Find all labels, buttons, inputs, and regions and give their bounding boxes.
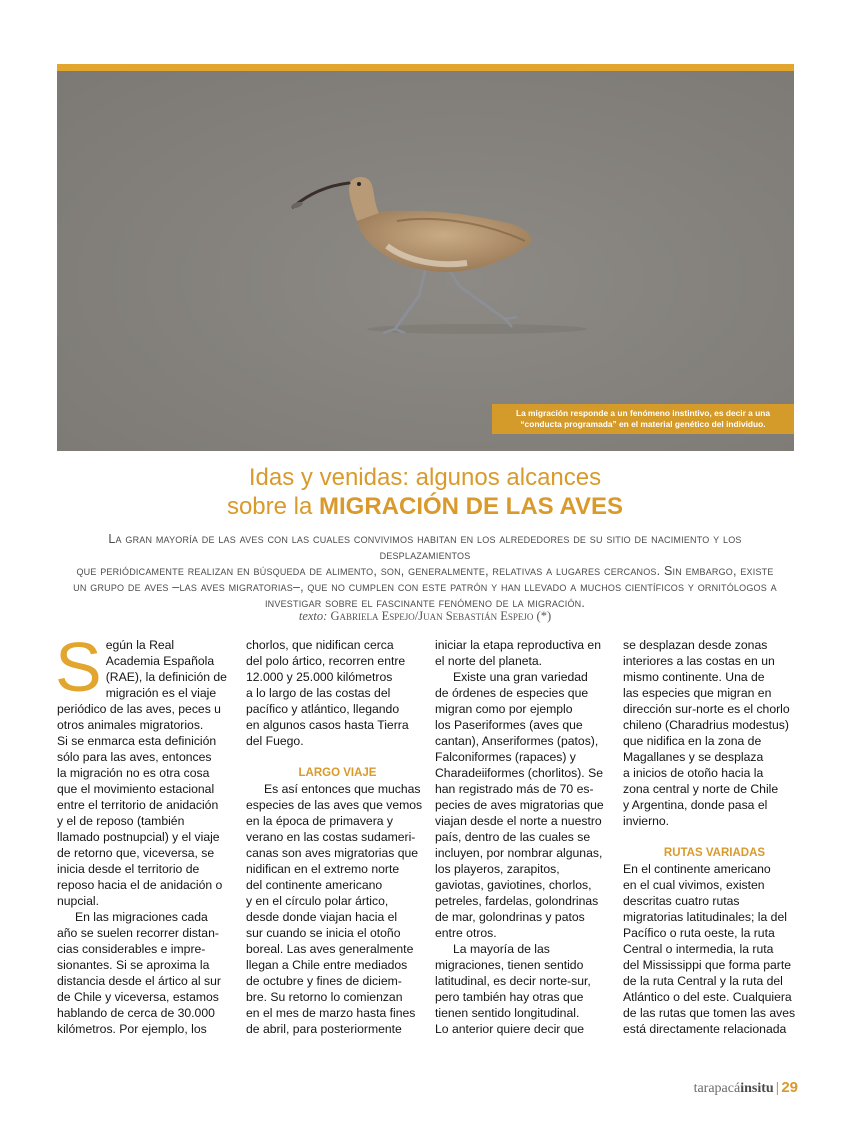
- text-line: llegan a Chile entre mediados: [246, 958, 408, 972]
- intro-line: un grupo de aves –las aves migratorias–, que no cumplen con este patrón y han llevado a muchos científicos y ornitólogos a: [73, 580, 777, 594]
- text-line: En las migraciones cada: [75, 910, 208, 924]
- article-title-line-1: Idas y venidas: algunos alcances: [248, 464, 602, 491]
- text-line: y Argentina, donde pasa el: [623, 798, 768, 812]
- text-line: sur cuando se inicia el otoño: [246, 926, 401, 940]
- text-line: petreles, fardelas, golondrinas: [435, 894, 599, 908]
- whimbrel-illustration: [57, 71, 794, 451]
- text-line: Es así entonces que muchas: [264, 782, 421, 796]
- text-line: a inicios de otoño hacia la: [623, 766, 764, 780]
- text-line: migraciones, tienen sentido: [435, 958, 584, 972]
- text-line: mismo continente. Una de: [623, 670, 765, 684]
- text-line: bre. Su retorno lo comienzan: [246, 990, 403, 1004]
- text-line: descritas cuatro rutas: [623, 894, 740, 908]
- text-line: Pacífico o ruta oeste, la ruta: [623, 926, 775, 940]
- column-lines: [623, 637, 806, 829]
- text-line: de abril, para posteriormente: [246, 1022, 402, 1036]
- text-line: pacífico y atlántico, llegando: [246, 702, 400, 716]
- text-line: los Paseriformes (aves que: [435, 718, 583, 732]
- text-line: kilómetros. Por ejemplo, los: [57, 1022, 207, 1036]
- text-line: invierno.: [623, 814, 670, 828]
- text-line: de mar, golondrinas y patos: [435, 910, 585, 924]
- text-line: en el mes de marzo hasta fines: [246, 1006, 416, 1020]
- text-line: viajan desde el norte a nuestro: [435, 814, 602, 828]
- text-line: dirección sur-norte es el chorlo: [623, 702, 790, 716]
- text-line: el norte del planeta.: [435, 654, 543, 668]
- text-line: se desplazan desde zonas: [623, 638, 768, 652]
- text-line: los playeros, zarapitos,: [435, 862, 560, 876]
- text-line: (RAE), la definición de: [105, 670, 227, 684]
- text-line: cantan), Anseriformes (patos),: [435, 734, 599, 748]
- text-line: del Mississippi que forma parte: [623, 958, 791, 972]
- top-accent-bar: [57, 64, 794, 71]
- section-heading-rutas-variadas: RUTAS VARIADAS: [663, 847, 766, 859]
- text-line: pecies de aves migratorias que: [435, 798, 604, 812]
- text-line: En el continente americano: [623, 862, 771, 876]
- text-line: migran como por ejemplo: [435, 702, 573, 716]
- text-line: zona central y norte de Chile: [623, 782, 779, 796]
- text-line: está directamente relacionada: [623, 1022, 787, 1036]
- text-line: canas son aves migratorias que: [246, 846, 419, 860]
- text-line: sólo para las aves, entonces: [57, 750, 212, 764]
- text-line: Magallanes y se desplaza: [623, 750, 764, 764]
- intro-line: que periódicamente realizan en búsqueda de alimento, son, generalmente, relativas a lugares cercanos. Sin embargo, existe: [76, 564, 774, 578]
- text-line: que el movimiento estacional: [57, 782, 215, 796]
- text-line: Academia Española: [105, 654, 215, 668]
- text-line: en algunos casos hasta Tierra: [246, 718, 409, 732]
- text-line: de octubre y fines de diciem-: [246, 974, 402, 988]
- author-credit: [0, 609, 850, 624]
- text-line: llamado postnupcial) y el viaje: [57, 830, 220, 844]
- text-line: Si se enmarca esta definición: [57, 734, 217, 748]
- text-line: reposo hacia el de anidación o: [57, 878, 223, 892]
- column-2: [246, 637, 429, 1037]
- text-line: año se suelen recorrer distan-: [57, 926, 219, 940]
- author-names: Gabriela Espejo/Juan Sebastián Espejo (*): [330, 609, 552, 623]
- text-line: entre el territorio de anidación: [57, 798, 219, 812]
- text-line: iniciar la etapa reproductiva en: [435, 638, 601, 652]
- drop-cap: S: [55, 628, 102, 706]
- text-line: boreal. Las aves generalmente: [246, 942, 414, 956]
- text-line: hablando de cerca de 30.000: [57, 1006, 215, 1020]
- column-lines: [623, 861, 806, 1037]
- footer-separator: |: [775, 1079, 780, 1095]
- page-footer: [0, 1079, 798, 1097]
- text-line: migratorias latitudinales; la del: [623, 910, 787, 924]
- text-line: Lo anterior quiere decir que: [435, 1022, 585, 1036]
- text-line: de Chile y viceversa, estamos: [57, 990, 219, 1004]
- column-1: [55, 628, 240, 1037]
- intro-line: investigar sobre el fascinante fenómeno de la migración.: [264, 596, 586, 610]
- magazine-brand: [694, 1081, 774, 1096]
- text-line: del continente americano: [246, 878, 383, 892]
- section-heading-largo-viaje: LARGO VIAJE: [298, 767, 377, 779]
- brand-part-bold: insitu: [740, 1081, 774, 1096]
- column-lines: [246, 781, 429, 1037]
- text-line: las especies que migran en: [623, 686, 772, 700]
- intro-line: La gran mayoría de las aves con las cuales convivimos habitan en los alrededores de su sitio de nacimiento y los desplazamientos: [108, 532, 742, 562]
- text-line: han registrado más de 70 es-: [435, 782, 594, 796]
- text-line: incluyen, por nombrar algunas,: [435, 846, 603, 860]
- column-3: [435, 637, 618, 1037]
- text-line: inicia desde el territorio de: [57, 862, 200, 876]
- text-line: desde donde viajan hacia el: [246, 910, 398, 924]
- caption-line-1: La migración responde a un fenómeno instintivo, es decir a una: [515, 408, 771, 418]
- bird-photo: [57, 71, 794, 451]
- text-line: interiores a las costas en un: [623, 654, 775, 668]
- text-line: gaviotas, gaviotines, chorlos,: [435, 878, 592, 892]
- photo-caption: [492, 404, 794, 434]
- text-line: periódico de las aves, peces u: [57, 702, 221, 716]
- text-line: Charadeiiformes (chorlitos). Se: [435, 766, 603, 780]
- text-line: Atlántico o del este. Cualquiera: [623, 990, 792, 1004]
- text-line: Existe una gran variedad: [453, 670, 588, 684]
- intro-paragraph: [62, 531, 788, 611]
- text-line: latitudinal, es decir norte-sur,: [435, 974, 591, 988]
- text-line: nupcial.: [57, 894, 100, 908]
- credit-label: texto:: [298, 609, 328, 623]
- text-line: en la época de primavera y: [246, 814, 394, 828]
- text-line: que nidifica en la zona de: [623, 734, 762, 748]
- title-prefix: sobre la: [226, 493, 320, 520]
- page-number: 29: [781, 1079, 798, 1096]
- text-line: Falconiformes (rapaces) y: [435, 750, 576, 764]
- text-line: de las rutas que tomen las aves: [623, 1006, 796, 1020]
- text-line: tienen sentido longitudinal.: [435, 1006, 580, 1020]
- text-line: migración es el viaje: [105, 686, 217, 700]
- column-lines: [246, 637, 429, 749]
- text-line: distancia desde el ártico al sur: [57, 974, 221, 988]
- text-line: de la ruta Central y la ruta del: [623, 974, 783, 988]
- brand-part: tarapacá: [693, 1081, 741, 1096]
- text-line: egún la Real: [105, 638, 175, 652]
- title-emphasis: MIGRACIÓN DE LAS AVES: [319, 493, 624, 520]
- caption-line-2: “conducta programada” en el material genético del individuo.: [520, 418, 766, 429]
- text-line: a lo largo de las costas del: [246, 686, 391, 700]
- text-line: cias considerables e impre-: [57, 942, 206, 956]
- column-lines: [435, 637, 618, 1037]
- text-line: de retorno que, viceversa, se: [57, 846, 215, 860]
- text-line: nidifican en el extremo norte: [246, 862, 400, 876]
- text-line: 12.000 y 25.000 kilómetros: [246, 670, 393, 684]
- text-line: en el cual vivimos, existen: [623, 878, 765, 892]
- column-4: [623, 637, 806, 1037]
- text-line: chorlos, que nidifican cerca: [246, 638, 394, 652]
- text-line: Central o intermedia, la ruta: [623, 942, 774, 956]
- text-line: especies de las aves que vemos: [246, 798, 423, 812]
- text-line: pero también hay otras que: [435, 990, 584, 1004]
- text-line: y en el círculo polar ártico,: [246, 894, 389, 908]
- text-line: la migración no es otra cosa: [57, 766, 210, 780]
- text-line: del polo ártico, recorren entre: [246, 654, 406, 668]
- text-line: verano en las costas sudameri-: [246, 830, 416, 844]
- text-line: chileno (Charadrius modestus): [623, 718, 789, 732]
- text-line: La mayoría de las: [453, 942, 550, 956]
- text-line: del Fuego.: [246, 734, 304, 748]
- text-line: otros animales migratorios.: [57, 718, 204, 732]
- text-line: de órdenes de especies que: [435, 686, 589, 700]
- text-line: sionantes. Si se aproxima la: [57, 958, 210, 972]
- article-title-line-2: [0, 492, 850, 522]
- text-line: entre otros.: [435, 926, 497, 940]
- text-line: y el de reposo (también: [57, 814, 185, 828]
- text-line: país, dentro de las cuales se: [435, 830, 591, 844]
